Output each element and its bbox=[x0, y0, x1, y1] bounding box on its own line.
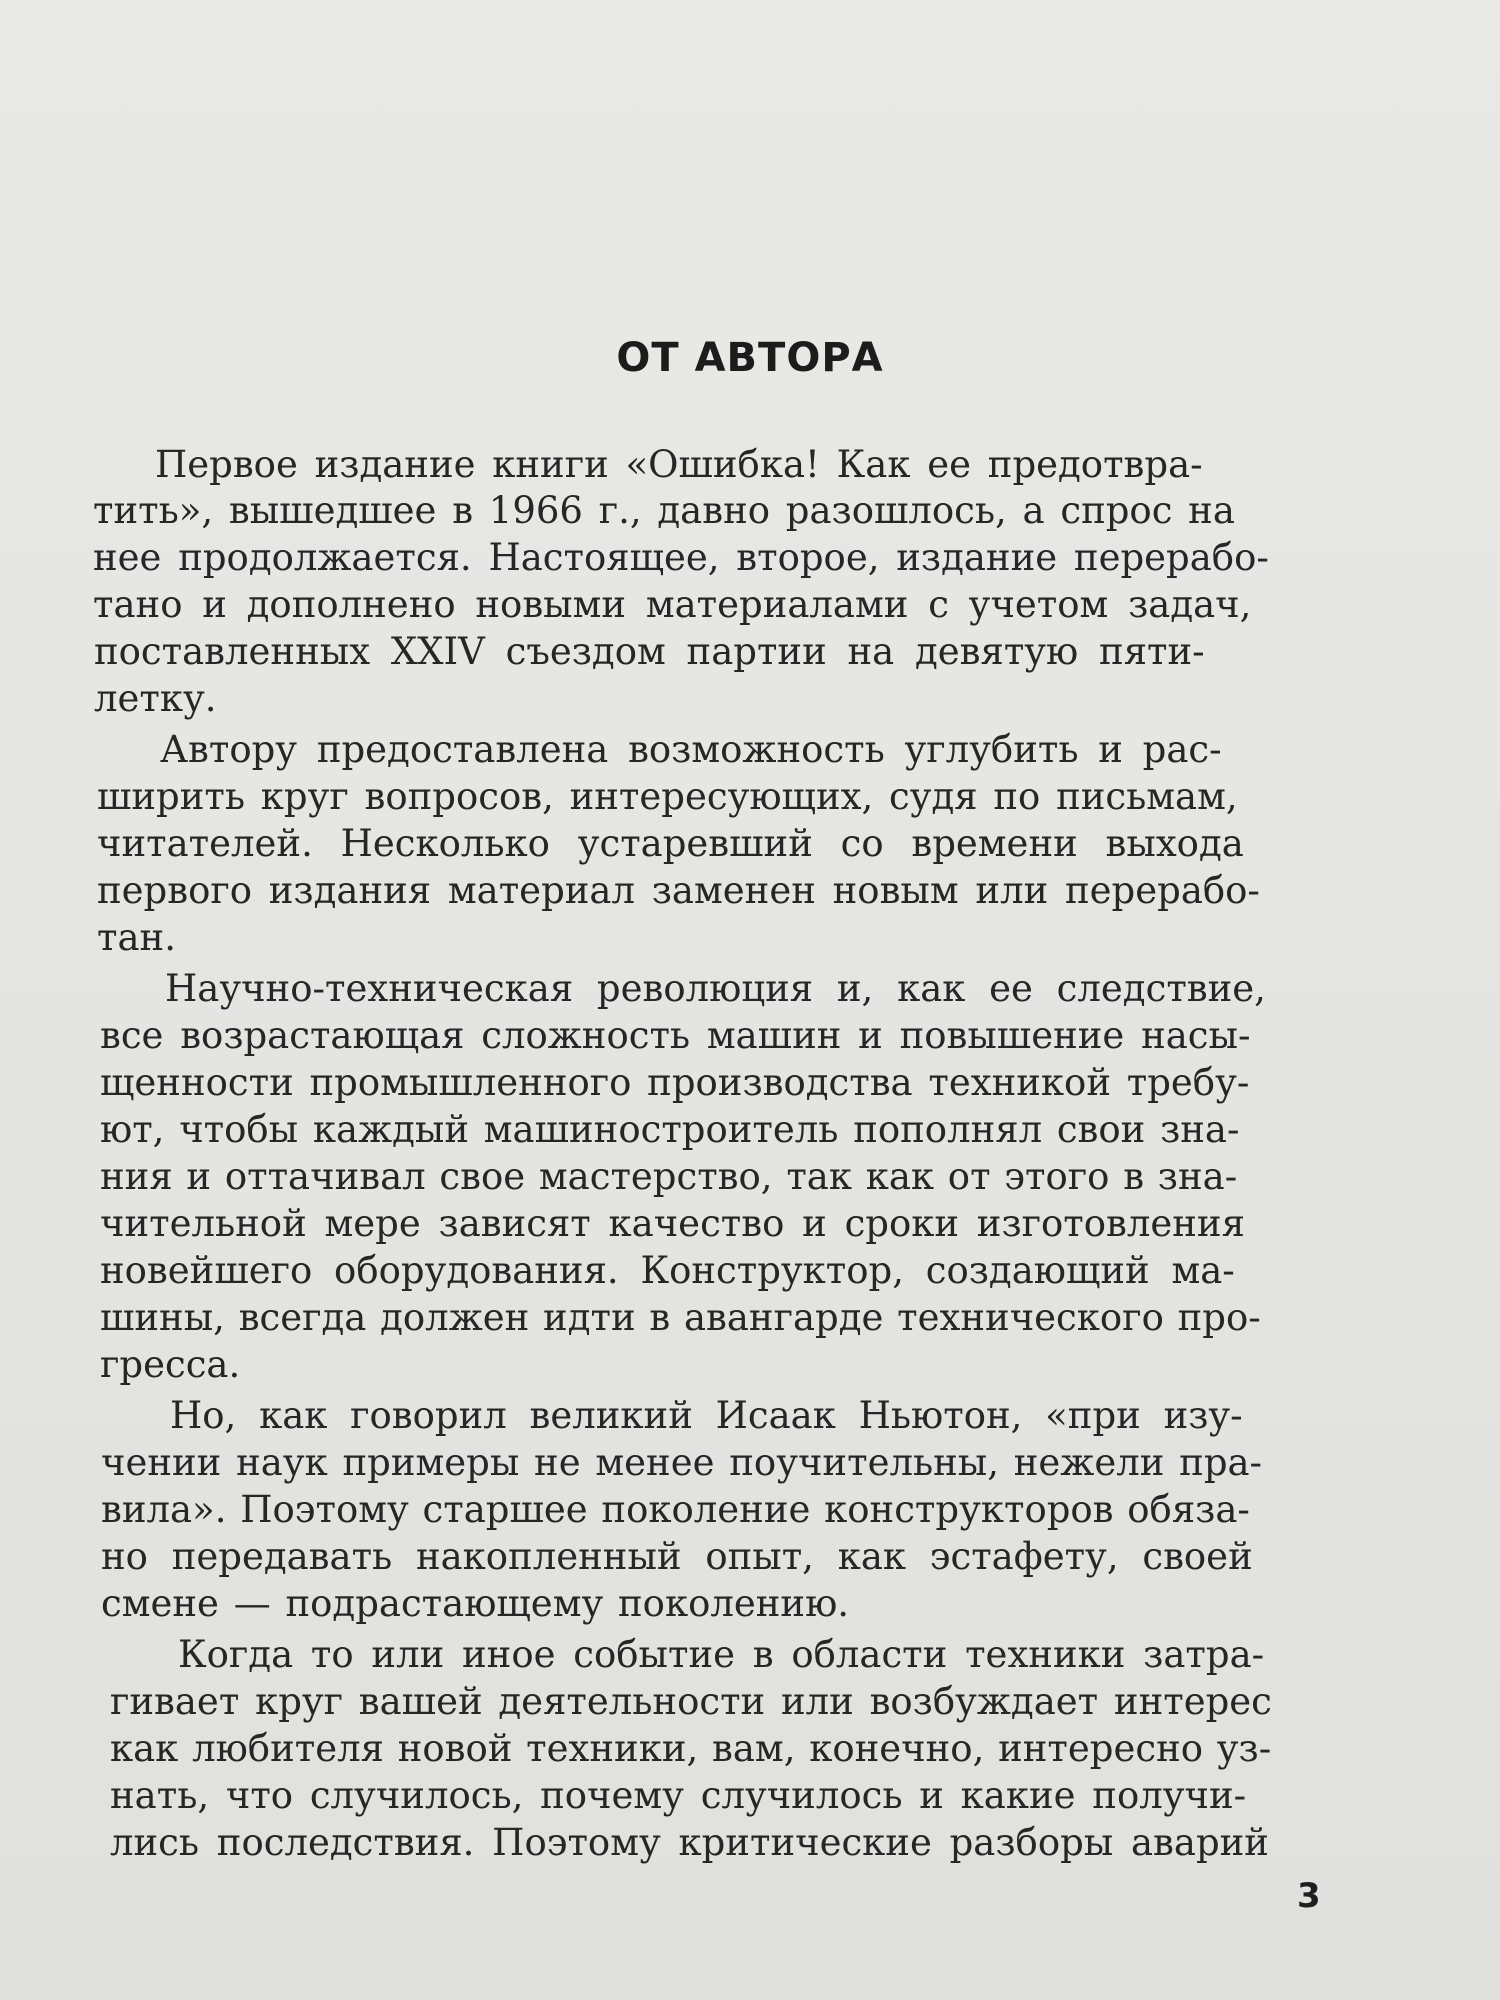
text-line: чении наук примеры не менее поучительны, нежели пра- bbox=[101, 1441, 1263, 1484]
page-number: 3 bbox=[1297, 1876, 1321, 1916]
text-line: как любителя новой техники, вам, конечно, интересно уз- bbox=[110, 1727, 1272, 1770]
text-line: тить», вышедшее в 1966 г., давно разошлось, а спрос на bbox=[93, 489, 1235, 532]
page-title: ОТ АВТОРА bbox=[616, 335, 884, 381]
text-line: гресса. bbox=[100, 1343, 241, 1386]
text-line: нать, что случилось, почему случилось и какие получи- bbox=[110, 1774, 1247, 1817]
text-line: поставленных XXIV съездом партии на девятую пяти- bbox=[94, 630, 1205, 673]
text-line: гивает круг вашей деятельности или возбуждает интерес bbox=[110, 1680, 1272, 1723]
text-line: читателей. Несколько устаревший со времени выхода bbox=[97, 822, 1244, 865]
text-line: шины, всегда должен идти в авангарде технического про- bbox=[100, 1296, 1261, 1339]
text-line: тано и дополнено новыми материалами с учетом задач, bbox=[93, 583, 1252, 626]
text-line: Первое издание книги «Ошибка! Как ее предотвра- bbox=[155, 443, 1203, 486]
text-line: ют, чтобы каждый машиностроитель пополнял свои зна- bbox=[100, 1108, 1240, 1151]
text-line: лись последствия. Поэтому критические разборы аварий bbox=[110, 1821, 1269, 1864]
text-line: но передавать накопленный опыт, как эстафету, своей bbox=[101, 1535, 1253, 1578]
text-line: Научно-техническая революция и, как ее следствие, bbox=[165, 967, 1266, 1010]
text-line: Но, как говорил великий Исаак Ньютон, «при изу- bbox=[170, 1394, 1243, 1437]
text-line: первого издания материал заменен новым или перерабо- bbox=[97, 869, 1260, 912]
text-line: Автору предоставлена возможность углубить и рас- bbox=[160, 728, 1222, 771]
text-line: нее продолжается. Настоящее, второе, издание перерабо- bbox=[93, 536, 1269, 579]
text-line: вила». Поэтому старшее поколение конструкторов обяза- bbox=[101, 1488, 1250, 1531]
text-line: тан. bbox=[97, 916, 176, 959]
text-line: ния и оттачивал свое мастерство, так как от этого в зна- bbox=[100, 1155, 1238, 1198]
text-line: новейшего оборудования. Конструктор, создающий ма- bbox=[100, 1249, 1235, 1292]
text-line: летку. bbox=[94, 677, 217, 720]
text-line: Когда то или иное событие в области техники затра- bbox=[178, 1633, 1265, 1676]
text-line: чительной мере зависят качество и сроки изготовления bbox=[100, 1202, 1245, 1245]
text-line: смене — подрастающему поколению. bbox=[101, 1582, 850, 1625]
text-line: ширить круг вопросов, интересующих, судя по письмам, bbox=[97, 775, 1238, 818]
text-line: щенности промышленного производства техникой требу- bbox=[100, 1061, 1250, 1104]
text-line: все возрастающая сложность машин и повышение насы- bbox=[100, 1014, 1251, 1057]
